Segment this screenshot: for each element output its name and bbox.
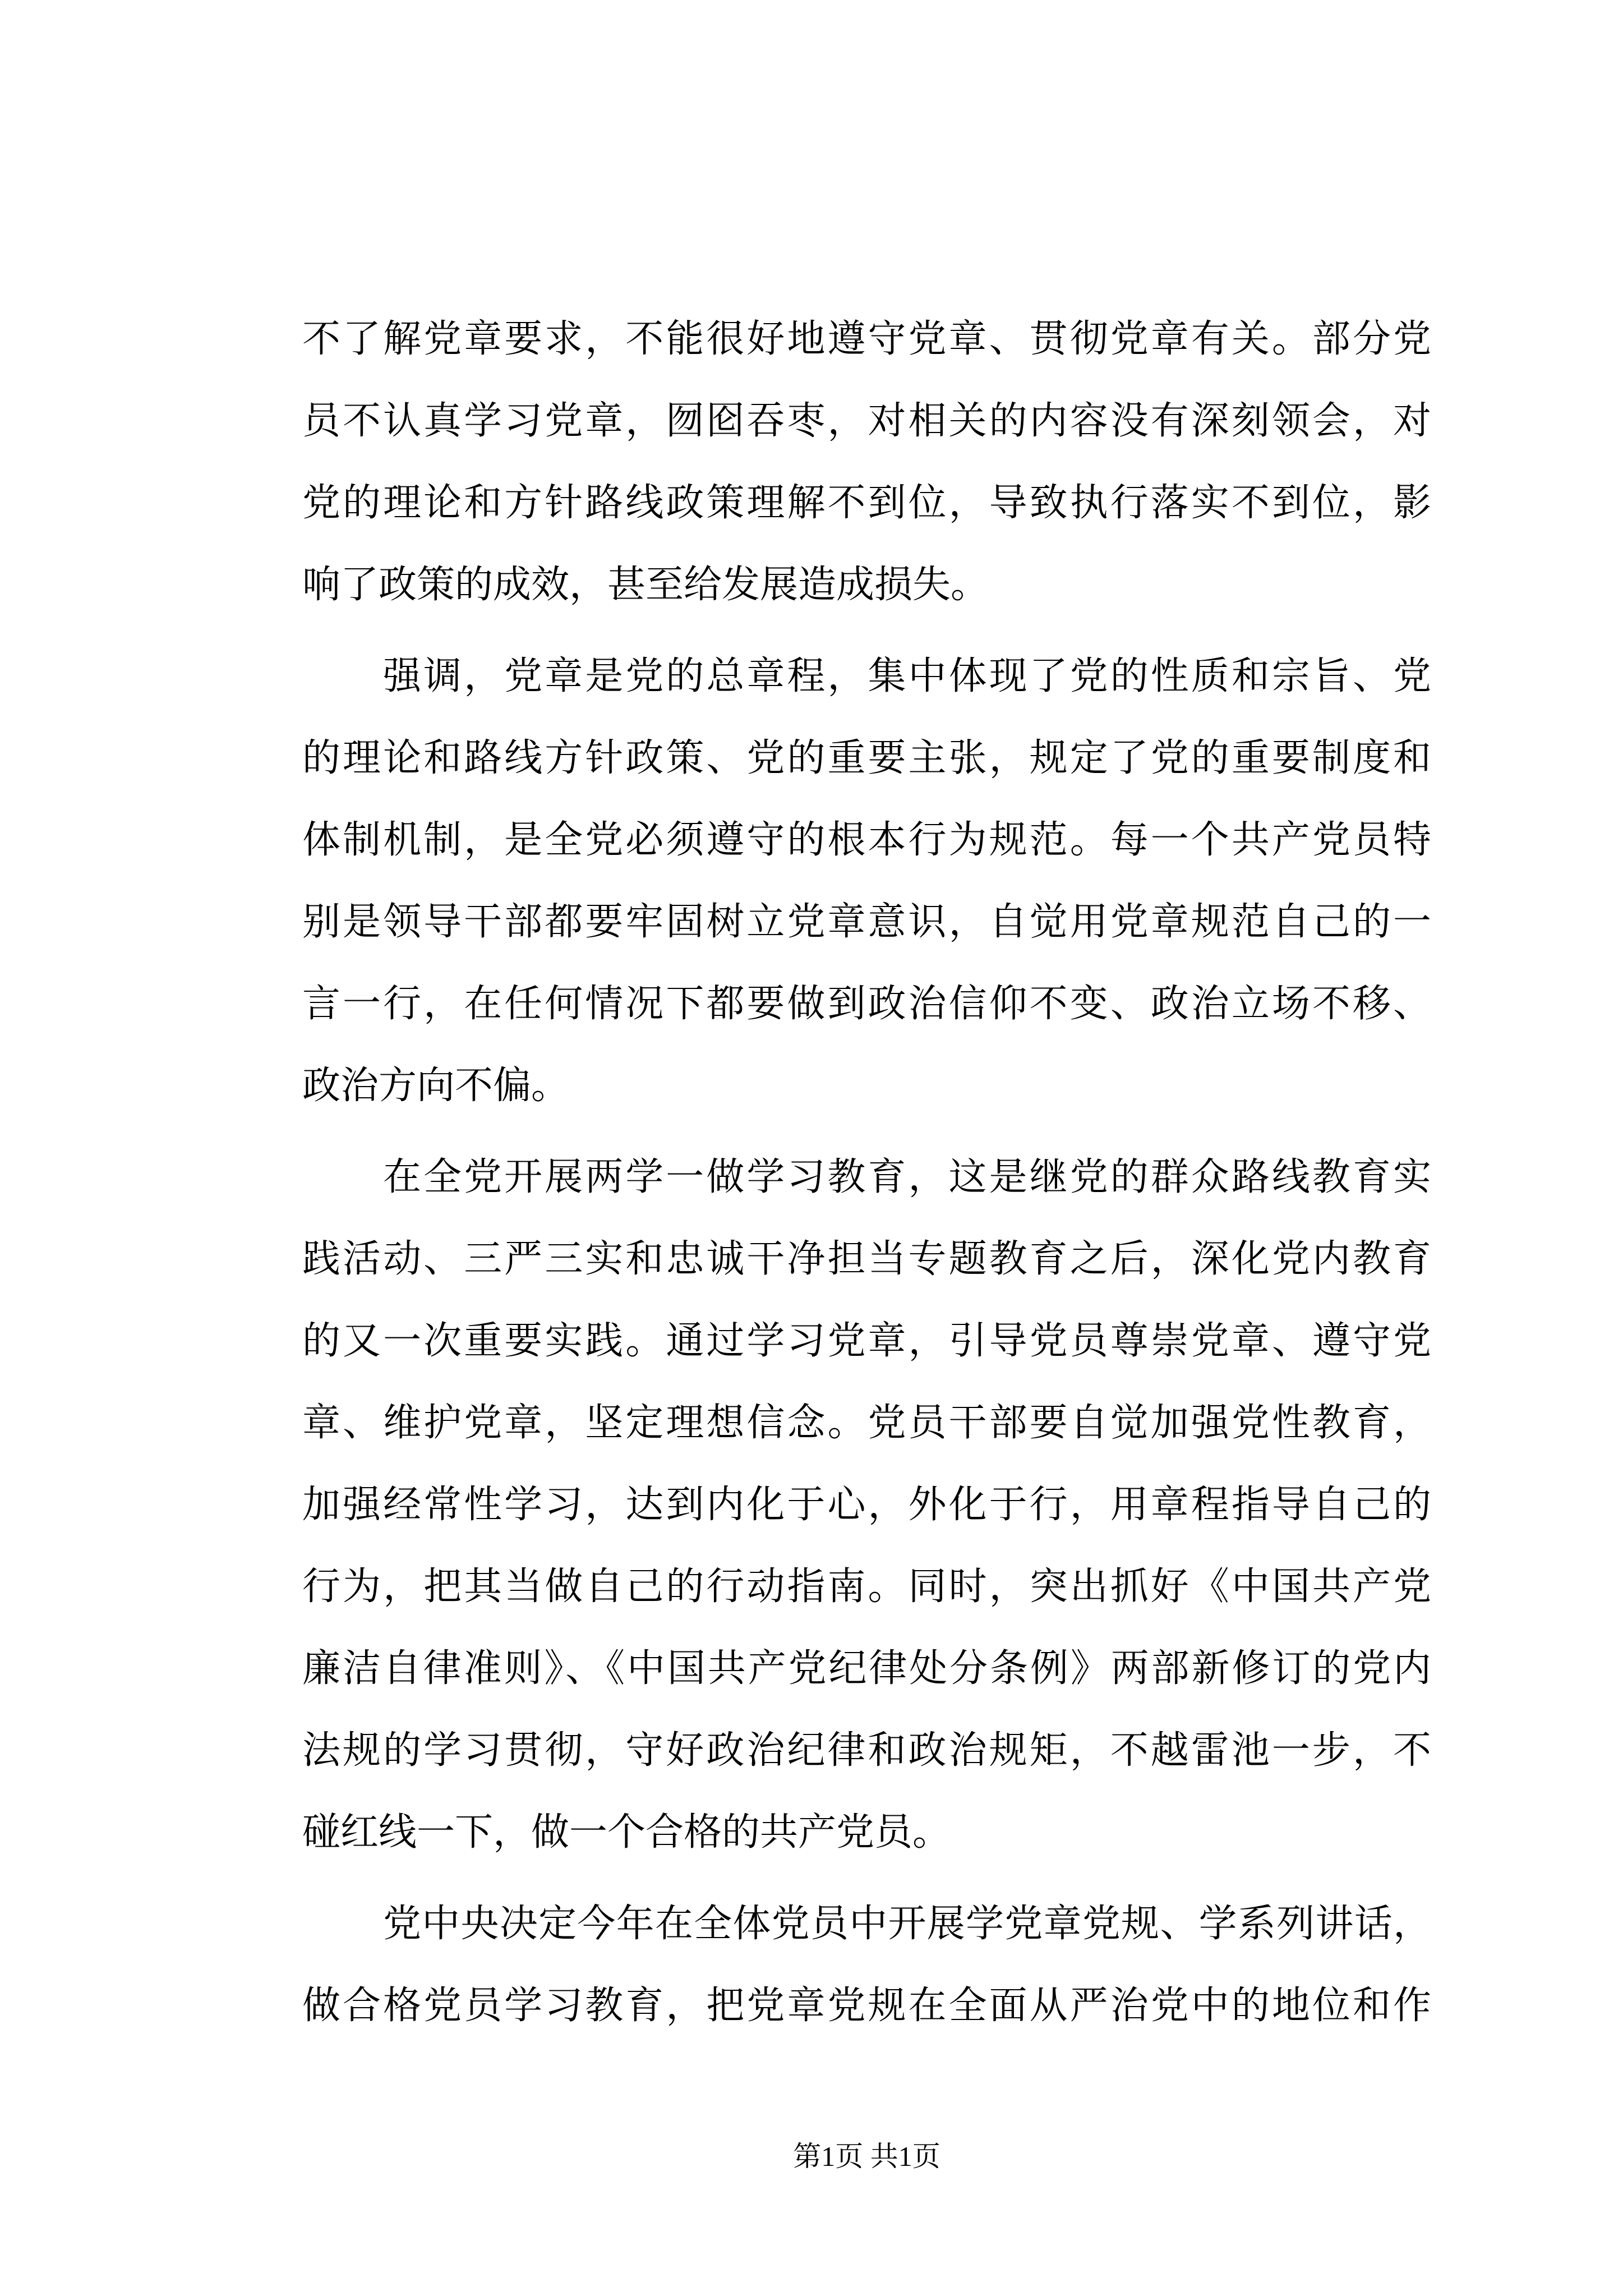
paragraph	[302, 1137, 1431, 1874]
paragraph-line: 党的理论和方针路线政策理解不到位，导致执行落实不到位，影	[302, 481, 1431, 525]
paragraph	[302, 298, 1431, 626]
paragraph	[302, 636, 1431, 1127]
paragraph-line: 法规的学习贯彻，守好政治纪律和政治规矩，不越雷池一步，不	[302, 1728, 1431, 1773]
paragraph-line: 的理论和路线方针政策、党的重要主张，规定了党的重要制度和	[302, 736, 1431, 780]
paragraph-line: 政治方向不偏。	[302, 1064, 570, 1108]
paragraph-line: 加强经常性学习，达到内化于心，外化于行，用章程指导自己的	[302, 1483, 1431, 1527]
paragraph-line: 做合格党员学习教育，把党章党规在全面从严治党中的地位和作	[302, 1984, 1431, 2028]
paragraph-line: 践活动、三严三实和忠诚干净担当专题教育之后，深化党内教育	[302, 1237, 1431, 1281]
paragraph-line: 的又一次重要实践。通过学习党章，引导党员尊崇党章、遵守党	[302, 1319, 1431, 1363]
paragraph-line: 在全党开展两学一做学习教育，这是继党的群众路线教育实	[383, 1155, 1431, 1199]
paragraph-line: 不了解党章要求，不能很好地遵守党章、贯彻党章有关。部分党	[302, 317, 1431, 361]
paragraph-line: 别是领导干部都要牢固树立党章意识，自觉用党章规范自己的一	[302, 900, 1431, 944]
page-footer: 第1页 共1页	[793, 2141, 940, 2172]
document-body	[302, 298, 1431, 2056]
paragraph-line: 碰红线一下，做一个合格的共产党员。	[302, 1810, 951, 1855]
paragraph	[302, 1883, 1431, 2047]
paragraph-line: 响了政策的成效，甚至给发展造成损失。	[302, 563, 989, 607]
paragraph-line: 言一行，在任何情况下都要做到政治信仰不变、政治立场不移、	[302, 982, 1431, 1026]
paragraph-line: 廉洁自律准则》、《中国共产党纪律处分条例》两部新修订的党内	[302, 1646, 1431, 1691]
paragraph-line: 行为，把其当做自己的行动指南。同时，突出抓好《中国共产党	[302, 1565, 1431, 1609]
paragraph-line: 员不认真学习党章，囫囵吞枣，对相关的内容没有深刻领会，对	[302, 399, 1431, 443]
paragraph-line: 强调，党章是党的总章程，集中体现了党的性质和宗旨、党	[383, 654, 1431, 698]
paragraph-line: 体制机制，是全党必须遵守的根本行为规范。每一个共产党员特	[302, 818, 1431, 862]
paragraph-line: 党中央决定今年在全体党员中开展学党章党规、学系列讲话，	[383, 1902, 1431, 1946]
paragraph-line: 章、维护党章，坚定理想信念。党员干部要自觉加强党性教育，	[302, 1401, 1431, 1445]
